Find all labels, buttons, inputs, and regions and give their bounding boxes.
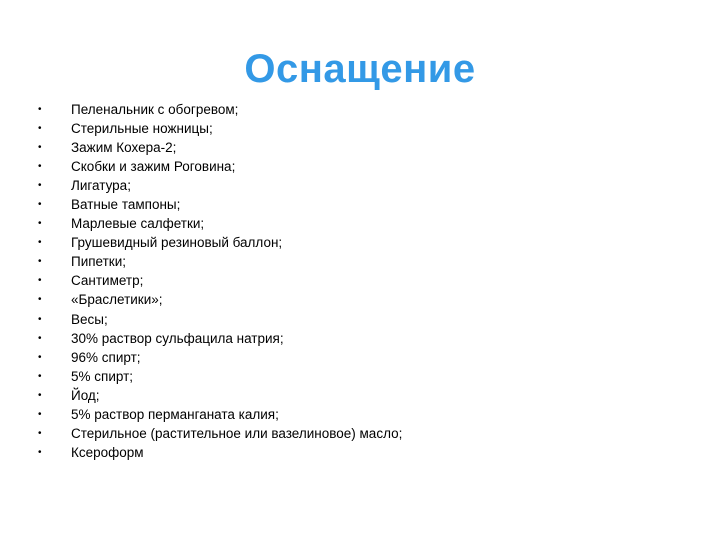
list-item-text: Ватные тампоны; [71,197,181,213]
list-item-text: Йод; [71,387,100,403]
bullet-icon: • [38,408,42,420]
bullet-icon: • [38,142,42,154]
list-item [38,157,678,176]
list-item [38,329,678,348]
list-item [38,386,678,405]
list-item-text: Сантиметр; [71,273,144,289]
list-item-text: «Браслетики»; [71,292,163,308]
list-item [38,348,678,367]
slide-title: Оснащение [244,47,476,91]
list-item [38,233,678,252]
list-item-text: Пипетки; [71,254,126,270]
list-item [38,310,678,329]
bullet-icon: • [38,275,42,287]
list-item-text: 96% спирт; [71,349,141,365]
list-item-text: Лигатура; [71,178,131,194]
bullet-icon: • [38,104,42,115]
list-item [38,119,678,138]
list-item [38,405,678,424]
bullet-icon: • [38,389,42,401]
bullet-icon: • [38,370,42,382]
list-item-text: Пеленальник с обогревом; [71,102,239,117]
list-item [38,214,678,233]
list-item [38,176,678,195]
equipment-list [38,100,678,462]
bullet-icon: • [38,237,42,249]
bullet-icon: • [38,446,42,458]
list-item [38,195,678,214]
bullet-icon: • [38,256,42,268]
list-item [38,271,678,290]
list-item-text: Зажим Кохера-2; [71,140,177,156]
bullet-icon: • [38,313,42,325]
list-item [38,100,678,119]
list-item-text: Марлевые салфетки; [71,216,205,232]
list-item-text: Ксероформ [71,444,144,460]
bullet-icon: • [38,351,42,363]
list-item-text: 30% раствор сульфацила натрия; [71,330,284,346]
list-item [38,290,678,309]
list-item-text: 5% спирт; [71,368,134,384]
bullet-icon: • [38,161,42,173]
list-item [38,138,678,157]
bullet-icon: • [38,294,42,306]
bullet-icon: • [38,123,42,135]
list-item-text: 5% раствор перманганата калия; [71,406,279,422]
bullet-icon: • [38,180,42,192]
list-item-text: Грушевидный резиновый баллон; [71,235,283,251]
list-item-text: Скобки и зажим Роговина; [71,159,236,175]
bullet-icon: • [38,218,42,230]
list-item [38,367,678,386]
list-item-text: Стерильные ножницы; [71,121,213,137]
list-item [38,424,678,443]
list-item-text: Весы; [71,311,108,327]
bullet-icon: • [38,332,42,344]
bullet-icon: • [38,199,42,211]
list-item [38,443,678,462]
list-item-text: Стерильное (растительное или вазелиновое) масло; [71,425,403,441]
list-item [38,252,678,271]
bullet-icon: • [38,427,42,439]
